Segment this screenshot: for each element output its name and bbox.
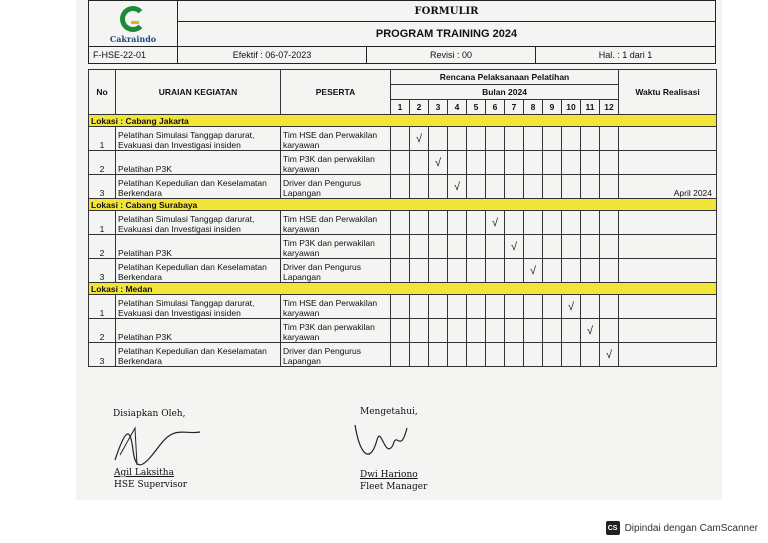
row-number: 3 [89, 175, 116, 199]
month-cell [581, 211, 600, 235]
prepared-label: Disiapkan Oleh, [113, 409, 186, 419]
location-row [89, 283, 717, 295]
month-cell [543, 211, 562, 235]
participants: Driver dan Pengurus Lapangan [281, 343, 391, 367]
month-cell [543, 319, 562, 343]
month-cell: √ [581, 319, 600, 343]
month-cell [467, 211, 486, 235]
month-cell [410, 259, 429, 283]
participants: Driver dan Pengurus Lapangan [281, 259, 391, 283]
realization [619, 319, 717, 343]
month-cell [524, 127, 543, 151]
month-cell [467, 235, 486, 259]
month-cell [391, 127, 410, 151]
month-cell [429, 235, 448, 259]
month-cell [524, 175, 543, 199]
month-cell [600, 259, 619, 283]
row-number: 3 [89, 343, 116, 367]
known-role: Fleet Manager [360, 482, 428, 492]
month-cell [410, 235, 429, 259]
location-label: Lokasi : Cabang Jakarta [89, 115, 717, 127]
month-cell [391, 295, 410, 319]
month-cell [448, 127, 467, 151]
month-cell [486, 175, 505, 199]
month-cell [505, 343, 524, 367]
month-cell [486, 151, 505, 175]
camscanner-icon: CS [606, 521, 620, 535]
month-cell [543, 343, 562, 367]
prepared-role: HSE Supervisor [114, 480, 188, 490]
logo-text: Cakraindo [109, 33, 157, 44]
month-cell [391, 343, 410, 367]
month-cell [562, 127, 581, 151]
month-cell [410, 211, 429, 235]
month-cell [410, 343, 429, 367]
table-row [89, 343, 717, 367]
table-row [89, 235, 717, 259]
month-cell [410, 319, 429, 343]
col-bulan: Bulan 2024 [391, 85, 619, 100]
month-cell [429, 175, 448, 199]
location-label: Lokasi : Cabang Surabaya [89, 199, 717, 211]
training-table [88, 69, 717, 367]
month-cell [581, 175, 600, 199]
participants: Tim HSE dan Perwakilan karyawan [281, 211, 391, 235]
month-cell [448, 151, 467, 175]
table-row [89, 259, 717, 283]
table-row [89, 127, 717, 151]
month-cell: √ [600, 343, 619, 367]
month-cell [429, 319, 448, 343]
month-cell [467, 319, 486, 343]
participants: Tim HSE dan Perwakilan karyawan [281, 127, 391, 151]
row-number: 2 [89, 319, 116, 343]
month-header: 8 [524, 100, 543, 115]
month-cell [467, 295, 486, 319]
activity: Pelatihan Kepedulian dan Keselamatan Berkendara [116, 343, 281, 367]
month-cell [600, 175, 619, 199]
col-peserta: PESERTA [281, 70, 391, 115]
month-cell [505, 127, 524, 151]
month-cell [448, 235, 467, 259]
month-cell [391, 235, 410, 259]
month-header: 5 [467, 100, 486, 115]
month-cell [448, 319, 467, 343]
month-cell [429, 259, 448, 283]
month-cell [524, 319, 543, 343]
month-header: 1 [391, 100, 410, 115]
month-header: 9 [543, 100, 562, 115]
activity: Pelatihan P3K [116, 151, 281, 175]
month-cell [486, 319, 505, 343]
month-cell [448, 295, 467, 319]
month-cell [543, 259, 562, 283]
month-cell: √ [486, 211, 505, 235]
month-header: 3 [429, 100, 448, 115]
row-number: 1 [89, 127, 116, 151]
month-cell [448, 259, 467, 283]
month-header: 7 [505, 100, 524, 115]
participants: Tim P3K dan perwakilan karyawan [281, 151, 391, 175]
month-cell [505, 319, 524, 343]
month-cell [410, 175, 429, 199]
month-cell [543, 175, 562, 199]
table-row [89, 175, 717, 199]
month-cell [486, 295, 505, 319]
table-row [89, 295, 717, 319]
prepared-signature [105, 420, 205, 470]
month-cell [486, 127, 505, 151]
month-cell [429, 211, 448, 235]
month-cell [562, 235, 581, 259]
table-row [89, 151, 717, 175]
row-number: 1 [89, 211, 116, 235]
month-cell [543, 127, 562, 151]
month-cell: √ [429, 151, 448, 175]
col-uraian: URAIAN KEGIATAN [116, 70, 281, 115]
col-rencana: Rencana Pelaksanaan Pelatihan [391, 70, 619, 85]
month-cell [600, 127, 619, 151]
month-cell [600, 235, 619, 259]
realization [619, 343, 717, 367]
month-header: 6 [486, 100, 505, 115]
realization [619, 127, 717, 151]
logo-cell [89, 1, 178, 47]
month-cell [562, 211, 581, 235]
month-cell [505, 211, 524, 235]
month-cell [448, 343, 467, 367]
participants: Driver dan Pengurus Lapangan [281, 175, 391, 199]
activity: Pelatihan Simulasi Tanggap darurat, Evakuasi dan Investigasi insiden [116, 211, 281, 235]
month-cell [543, 151, 562, 175]
participants: Tim HSE dan Perwakilan karyawan [281, 295, 391, 319]
company-logo-icon [120, 6, 146, 32]
form-title: FORMULIR [178, 1, 716, 22]
month-cell [581, 343, 600, 367]
known-signature [345, 410, 415, 470]
effective-date: Efektif : 06-07-2023 [178, 47, 367, 64]
doc-code: F-HSE-22-01 [89, 47, 178, 64]
camscanner-watermark [606, 521, 758, 535]
month-cell [410, 295, 429, 319]
month-cell [562, 343, 581, 367]
month-cell [429, 127, 448, 151]
month-cell [467, 259, 486, 283]
month-cell [429, 295, 448, 319]
realization [619, 211, 717, 235]
month-cell [600, 319, 619, 343]
month-cell [581, 151, 600, 175]
realization [619, 295, 717, 319]
month-cell [505, 175, 524, 199]
month-cell [391, 151, 410, 175]
month-header: 12 [600, 100, 619, 115]
month-cell [486, 235, 505, 259]
month-cell [467, 127, 486, 151]
program-title: PROGRAM TRAINING 2024 [178, 22, 716, 47]
month-cell [467, 151, 486, 175]
month-cell [524, 343, 543, 367]
month-cell [505, 295, 524, 319]
month-cell [600, 295, 619, 319]
realization: April 2024 [619, 175, 717, 199]
realization [619, 235, 717, 259]
col-no: No [89, 70, 116, 115]
month-cell [410, 151, 429, 175]
location-label: Lokasi : Medan [89, 283, 717, 295]
activity: Pelatihan Kepedulian dan Keselamatan Berkendara [116, 175, 281, 199]
participants: Tim P3K dan perwakilan karyawan [281, 235, 391, 259]
activity: Pelatihan Simulasi Tanggap darurat, Evakuasi dan Investigasi insiden [116, 295, 281, 319]
month-cell [524, 211, 543, 235]
month-cell [524, 295, 543, 319]
month-cell [486, 343, 505, 367]
month-cell: √ [524, 259, 543, 283]
month-cell [562, 151, 581, 175]
month-cell [467, 175, 486, 199]
month-cell: √ [410, 127, 429, 151]
month-header: 10 [562, 100, 581, 115]
revision: Revisi : 00 [367, 47, 536, 64]
page-number: Hal. : 1 dari 1 [536, 47, 716, 64]
month-header: 2 [410, 100, 429, 115]
month-cell [505, 259, 524, 283]
month-cell [524, 235, 543, 259]
month-cell [581, 127, 600, 151]
activity: Pelatihan Simulasi Tanggap darurat, Evakuasi dan Investigasi insiden [116, 127, 281, 151]
month-cell: √ [562, 295, 581, 319]
month-cell [581, 295, 600, 319]
col-waktu: Waktu Realisasi [619, 70, 717, 115]
month-cell [524, 151, 543, 175]
activity: Pelatihan P3K [116, 235, 281, 259]
known-name: Dwi Hariono [360, 470, 418, 480]
table-row [89, 211, 717, 235]
activity: Pelatihan Kepedulian dan Keselamatan Berkendara [116, 259, 281, 283]
location-row [89, 115, 717, 127]
month-cell [543, 235, 562, 259]
realization [619, 151, 717, 175]
month-cell [505, 151, 524, 175]
month-cell [391, 259, 410, 283]
month-cell [562, 175, 581, 199]
month-cell [581, 235, 600, 259]
camscanner-text: Dipindai dengan CamScanner [624, 522, 758, 534]
month-cell [391, 175, 410, 199]
location-row [89, 199, 717, 211]
row-number: 2 [89, 235, 116, 259]
realization [619, 259, 717, 283]
table-row [89, 319, 717, 343]
month-cell [429, 343, 448, 367]
row-number: 1 [89, 295, 116, 319]
month-header: 11 [581, 100, 600, 115]
prepared-name: Agil Laksitha [114, 468, 174, 478]
month-cell [391, 211, 410, 235]
participants: Tim P3K dan perwakilan karyawan [281, 319, 391, 343]
month-cell [600, 151, 619, 175]
form-header [88, 0, 716, 64]
row-number: 3 [89, 259, 116, 283]
month-cell: √ [505, 235, 524, 259]
month-cell [581, 259, 600, 283]
month-cell [467, 343, 486, 367]
month-cell [486, 259, 505, 283]
month-cell [562, 319, 581, 343]
month-header: 4 [448, 100, 467, 115]
month-cell [600, 211, 619, 235]
month-cell [448, 211, 467, 235]
known-label: Mengetahui, [360, 407, 418, 417]
month-cell [543, 295, 562, 319]
month-cell [562, 259, 581, 283]
month-cell [391, 319, 410, 343]
activity: Pelatihan P3K [116, 319, 281, 343]
row-number: 2 [89, 151, 116, 175]
month-cell: √ [448, 175, 467, 199]
